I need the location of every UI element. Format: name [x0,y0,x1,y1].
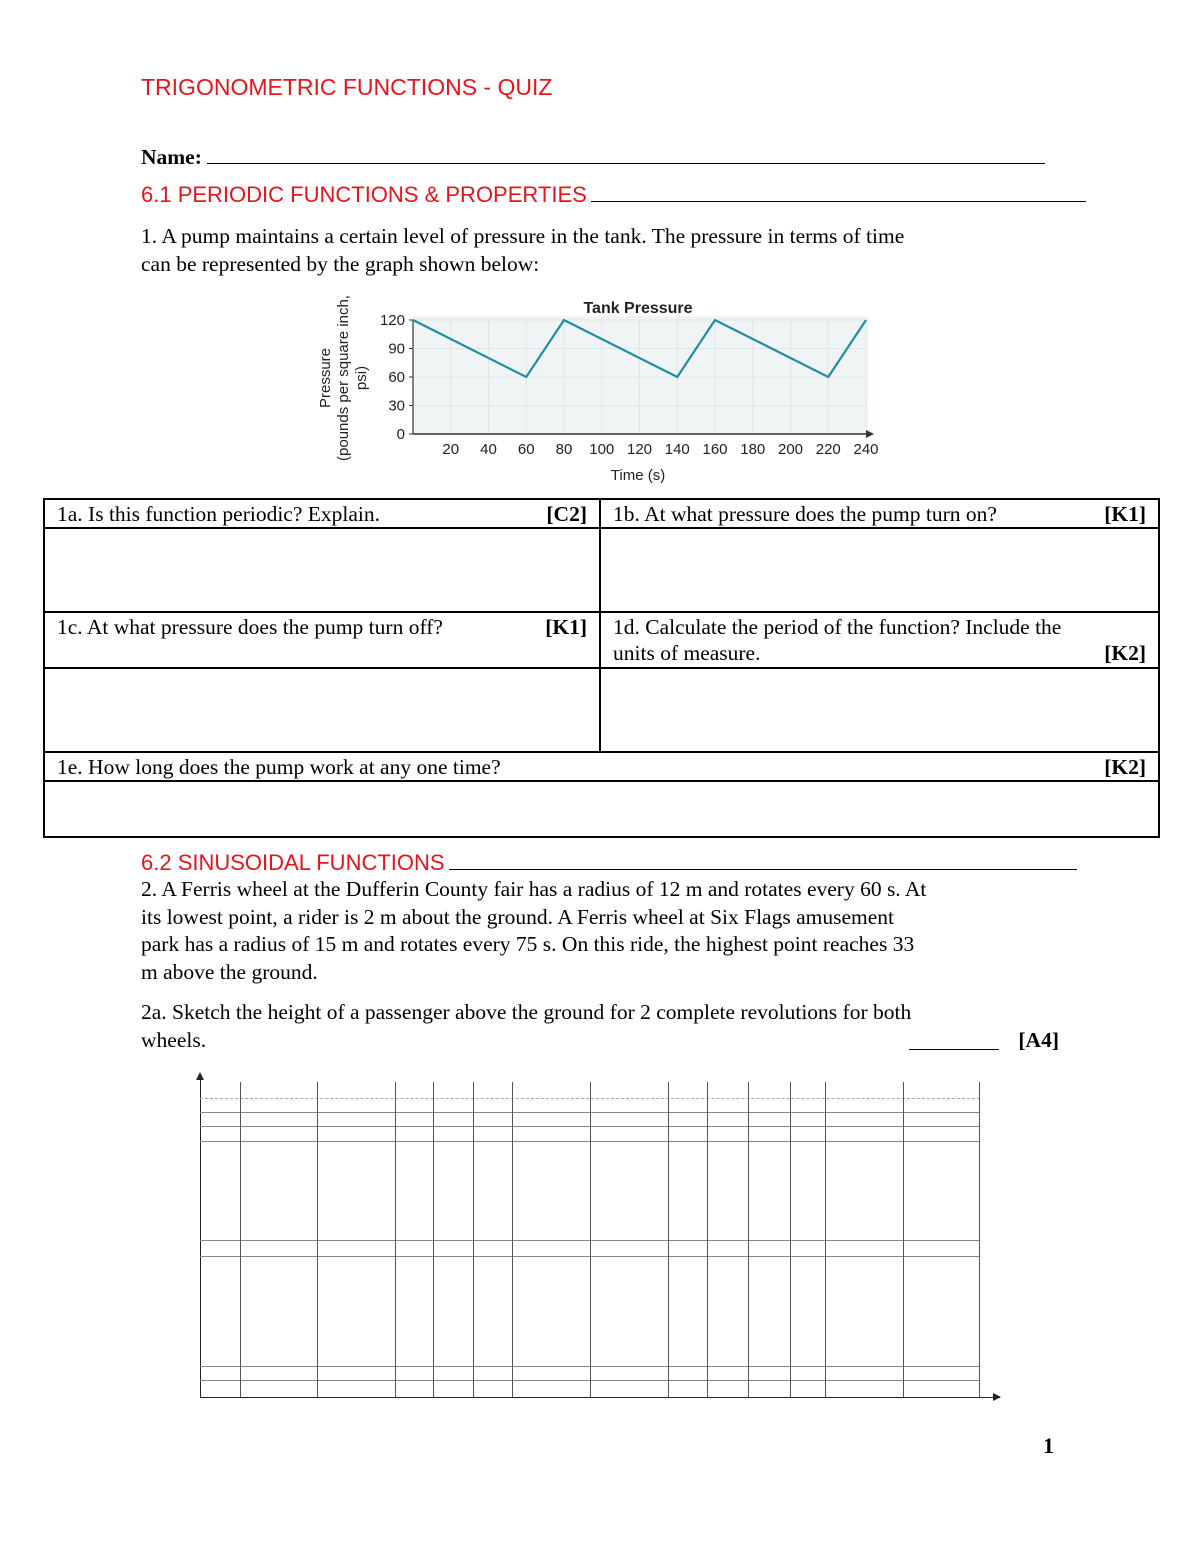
question-1-line-1: 1. A pump maintains a certain level of pressure in the tank. The pressure in terms of time [141,224,905,248]
chart-x-tick-label: 40 [480,441,497,458]
sketch-x-axis [200,1397,1000,1398]
q2a-mark: [A4] [1018,1027,1059,1052]
name-label: Name: [141,145,202,169]
question-1-line-2: can be represented by the graph shown below: [141,252,540,276]
question-table [43,498,1160,838]
chart-x-tick-label: 140 [664,441,690,458]
question-2a-line-1: 2a. Sketch the height of a passenger above the ground for 2 complete revolutions for both [141,1000,912,1024]
sketch-grid-v-line [668,1082,669,1397]
q1c-cell [44,612,600,668]
question-2a-line-2: wheels. [141,1027,207,1052]
chart-y-tick-label: 0 [396,426,405,443]
chart-x-tick-label: 180 [740,441,766,458]
q1b-answer-box[interactable] [600,528,1159,612]
sketch-grid-v-line [979,1082,980,1397]
q1c-mark: [K1] [545,615,587,639]
chart-x-tick-label: 160 [702,441,728,458]
section-2-score-line [449,855,1077,870]
sketch-grid[interactable] [195,1072,1015,1412]
chart-x-tick-label: 120 [626,441,653,458]
sketch-grid-v-line [903,1082,904,1397]
sketch-y-axis-arrow [196,1072,204,1080]
sketch-grid-v-line [240,1082,241,1397]
sketch-x-axis-arrow [993,1393,1001,1401]
chart-x-tick-label: 20 [442,441,460,458]
sketch-grid-v-line [512,1082,513,1397]
q1b-cell [600,499,1159,528]
sketch-grid-v-line [707,1082,708,1397]
sketch-grid-v-line [395,1082,396,1397]
q1b-mark: [K1] [1104,502,1146,526]
section-1-heading: 6.1 PERIODIC FUNCTIONS & PROPERTIES [141,182,587,207]
sketch-grid-v-line [473,1082,474,1397]
chart-plot-background [413,316,868,434]
chart-x-axis-arrow [866,430,874,438]
chart-x-tick-label: 60 [517,441,535,458]
q1d-text-line-1: 1d. Calculate the period of the function? Include the [613,615,1062,639]
q1a-answer-box[interactable] [44,528,600,612]
section-2-heading: 6.2 SINUSOIDAL FUNCTIONS [141,850,445,875]
sketch-grid-v-line [790,1082,791,1397]
q1a-mark: [C2] [546,502,587,526]
q2a-score-line [909,1049,999,1050]
question-2-text [141,876,926,986]
q1c-text: 1c. At what pressure does the pump turn off? [57,615,443,639]
q1d-cell [600,612,1159,668]
chart-y-tick-label: 30 [388,397,405,415]
q1a-text: 1a. Is this function periodic? Explain. [57,502,381,526]
chart-x-tick-label: 240 [853,441,879,458]
section-2-heading-row [141,850,1077,876]
chart-title: Tank Pressure [583,300,693,317]
q1d-answer-box[interactable] [600,668,1159,752]
sketch-grid-v-line [590,1082,591,1397]
section-1-heading-row [141,182,1086,208]
question-2-line-2: its lowest point, a rider is 2 m about the ground. A Ferris wheel at Six Flags amusement [141,904,895,929]
q1c-answer-box[interactable] [44,668,600,752]
q1d-mark: [K2] [1104,641,1146,665]
page-number: 1 [1043,1433,1054,1458]
chart-y-tick-label: 120 [379,312,405,329]
question-2-line-4: m above the ground. [141,959,318,984]
tank-pressure-chart [300,290,900,490]
sketch-grid-v-line [825,1082,826,1397]
chart-x-tick-label: 100 [589,441,615,458]
question-2a-text [141,999,1059,1054]
q1d-text-line-2: units of measure. [613,641,761,665]
sketch-grid-v-line [317,1082,318,1397]
chart-x-label: Time (s) [610,467,666,484]
chart-x-tick-label: 80 [555,441,573,458]
sketch-grid-v-line [433,1082,434,1397]
q1e-mark: [K2] [1104,755,1146,779]
chart-x-ticks [442,441,878,458]
chart-y-tick-label: 90 [388,340,405,358]
q1e-text: 1e. How long does the pump work at any one time? [57,755,501,779]
name-row [141,145,1045,170]
question-2-line-3: park has a radius of 15 m and rotates every 75 s. On this ride, the highest point reaches 33 [141,932,915,956]
chart-y-ticks [380,312,413,443]
q1e-answer-box[interactable] [44,781,1159,837]
q1e-cell [44,752,1159,781]
q1a-cell [44,499,600,528]
quiz-title: TRIGONOMETRIC FUNCTIONS - QUIZ [141,74,553,100]
chart-x-tick-label: 220 [815,441,841,458]
chart-y-label-line-1: Pressure [317,347,334,409]
name-input-line[interactable] [207,149,1045,164]
chart-y-tick-label: 60 [388,369,405,386]
chart-x-tick-label: 200 [777,441,804,458]
chart-y-label-line-2: (pounds per square inch, [335,295,352,461]
q1b-text: 1b. At what pressure does the pump turn on? [613,502,997,526]
question-1-text [141,222,904,278]
section-1-score-line [591,187,1086,202]
chart-y-label-line-3: psi) [353,365,370,391]
sketch-grid-v-line [748,1082,749,1397]
question-2-line-1: 2. A Ferris wheel at the Dufferin County fair has a radius of 12 m and rotates every 60 s. At [141,877,927,901]
